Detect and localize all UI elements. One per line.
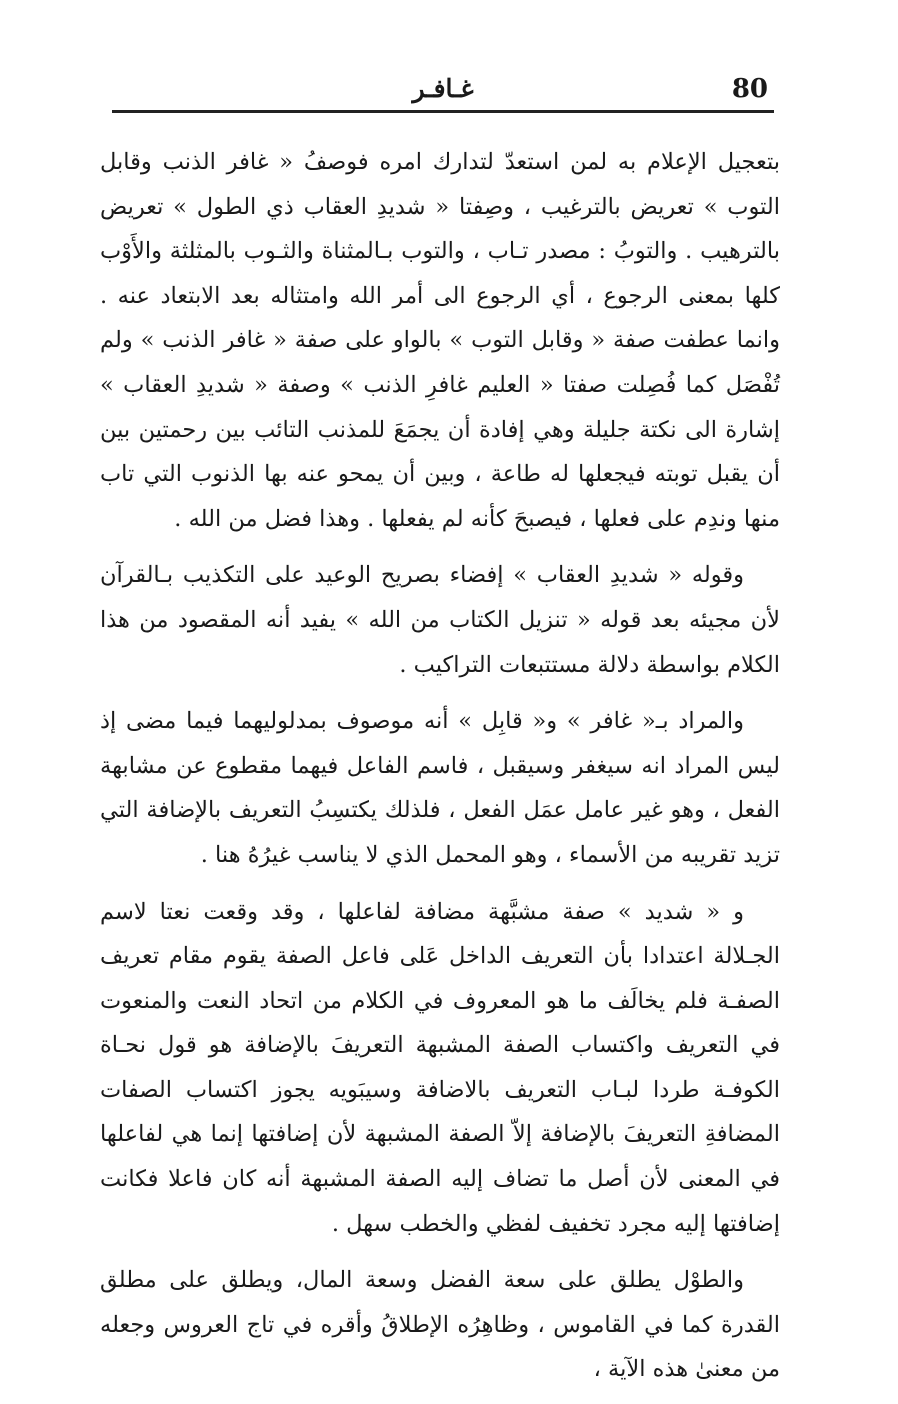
page-number: 80 xyxy=(731,74,768,104)
paragraph-2: وقوله « شديدِ العقاب » إفضاء بصريح الوعيد على التكذيب بـالقرآن لأن مجيئه بعد قوله « تنزيل الكتاب من الله » يفيد أنه المقصود من هذا الكلام بواسطة دلالة مستتبعات التراكيب . xyxy=(100,562,780,678)
paragraph-3: والمراد بـ« غافر » و« قابِل » أنه موصوف بمدلوليهما فيما مضى إذ ليس المراد انه سيغفر وسيقبل ، فاسم الفاعل فيهما مقطوع عن مشابهة الفعل ، وهو غير عامل عمَل الفعل ، فلذلك يكتسِبُ التعريف بالإضافة التي تزيد تقريبه من الأسماء ، وهو المحمل الذي لا يناسب غيرُهُ هنا . xyxy=(100,708,780,868)
paragraph-1: بتعجيل الإعلام به لمن استعدّ لتدارك امره فوصفُ « غافر الذنب وقابل التوب » تعريض بالترغيب ، وصِفتا « شديدِ العقاب ذي الطول » تعريض بالترهيب . والتوبُ : مصدر تـاب ، والتوب بـالمثناة والثـوب بالمثلثة والأَوْب كلها بمعنى الرجوع ، أي الرجوع الى أمر الله وامتثاله بعد الابتعاد عنه . وانما عطفت صفة « وقابل التوب » بالواو على صفة « غافر الذنب » ولم تُفْصَل كما فُصِلت صفتا « العليم غافرِ الذنب » وصفة « شديدِ العقاب » إشارة الى نكتة جليلة وهي إفادة أن يجمَعَ للمذنب التائب بين رحمتين بين أن يقبل توبته فيجعلها له طاعة ، وبين أن يمحو عنه بها الذنوب التي تاب منها وندِم على فعلها ، فيصبحَ كأنه لم يفعلها . وهذا فضل من الله . xyxy=(100,149,780,532)
paragraph-5: والطوْل يطلق على سعة الفضل وسعة المال، ويطلق على مطلق القدرة كما في القاموس ، وظاهِرُه الإطلاقُ وأقره في تاج العروس وجعله من معنىٰ هذه الآية ، xyxy=(100,1267,780,1383)
paragraph-4: و « شديد » صفة مشبَّهة مضافة لفاعلها ، وقد وقعت نعتا لاسم الجـلالة اعتدادا بأن التعريف الداخل عَلى فاعل الصفة يقوم مقام تعريف الصفـة فلم يخالَف ما هو المعروف في الكلام من اتحاد النعت والمنعوت في التعريف واكتساب الصفة المشبهة التعريفَ بالإضافة هو قول نحـاة الكوفـة طردا لبـاب التعريف بالاضافة وسيبَويه يجوز اكتساب الصفات المضافةِ التعريفَ بالإضافة إلاّ الصفة المشبهة لأن إضافتها إنما هي لفاعلها في المعنى لأن أصل ما تضاف إليه الصفة المشبهة أنه كان فاعلا فكانت إضافتها إليه مجرد تخفيف لفظي والخطب سهل . xyxy=(100,898,780,1237)
body-text xyxy=(100,140,780,1404)
header-divider xyxy=(112,110,774,113)
running-title: غـافـر xyxy=(412,74,474,103)
page-header xyxy=(112,70,774,108)
